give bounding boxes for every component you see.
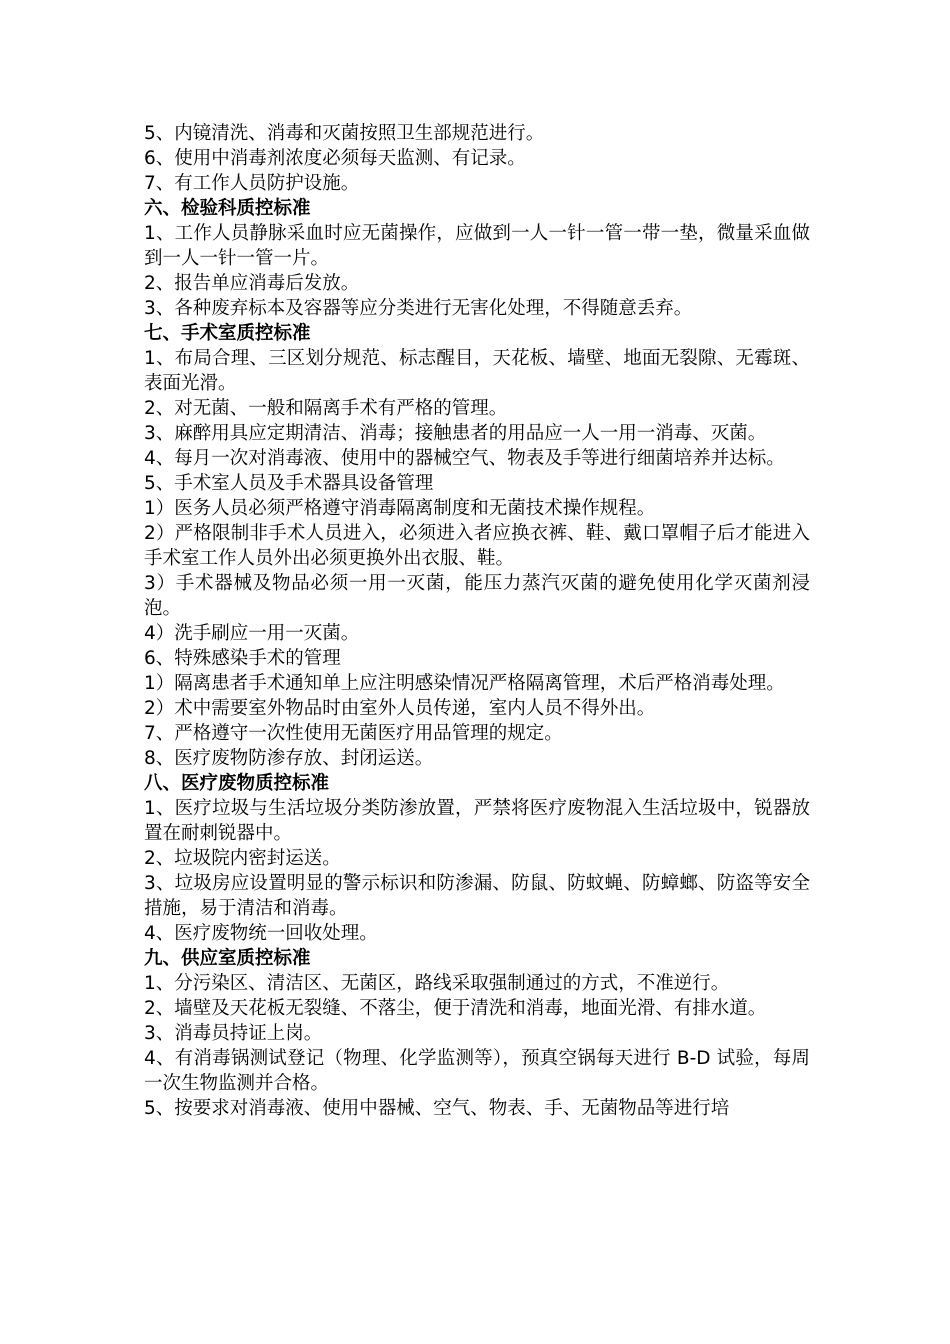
- paragraph: 4、医疗废物统一回收处理。: [144, 923, 378, 944]
- section-heading: 八、医疗废物质控标准: [144, 773, 330, 794]
- paragraph: 5、内镜清洗、消毒和灭菌按照卫生部规范进行。: [144, 123, 545, 144]
- paragraph: 3、麻醉用具应定期清洁、消毒；接触患者的用品应一人一用一消毒、灭菌。: [144, 423, 767, 444]
- paragraph: 3、消毒员持证上岗。: [144, 1023, 323, 1044]
- paragraph: 2）术中需要室外物品时由室外人员传递，室内人员不得外出。: [144, 698, 656, 719]
- paragraph: 6、使用中消毒剂浓度必须每天监测、有记录。: [144, 148, 526, 169]
- document-body: [144, 121, 810, 1121]
- paragraph: 5、手术室人员及手术器具设备管理: [144, 473, 434, 494]
- paragraph: 2、对无菌、一般和隔离手术有严格的管理。: [144, 398, 508, 419]
- paragraph: 1）隔离患者手术通知单上应注明感染情况严格隔离管理，术后严格消毒处理。: [144, 673, 785, 694]
- paragraph: 7、有工作人员防护设施。: [144, 173, 360, 194]
- paragraph: 2、墙壁及天花板无裂缝、不落尘，便于清洗和消毒，地面光滑、有排水道。: [144, 998, 767, 1019]
- paragraph: 3）手术器械及物品必须一用一灭菌，能压力蒸汽灭菌的避免使用化学灭菌剂浸泡。: [144, 573, 810, 619]
- paragraph: 4、有消毒锅测试登记（物理、化学监测等），预真空锅每天进行 B-D 试验，每周一次生物监测并合格。: [144, 1048, 810, 1094]
- paragraph: 7、严格遵守一次性使用无菌医疗用品管理的规定。: [144, 723, 563, 744]
- paragraph: 3、垃圾房应设置明显的警示标识和防渗漏、防鼠、防蚊蝇、防蟑螂、防盗等安全措施，易于清洁和消毒。: [144, 873, 810, 919]
- section-heading: 六、检验科质控标准: [144, 198, 311, 219]
- paragraph: 8、医疗废物防渗存放、封闭运送。: [144, 748, 434, 769]
- paragraph: 2）严格限制非手术人员进入，必须进入者应换衣裤、鞋、戴口罩帽子后才能进入手术室工作人员外出必须更换外出衣服、鞋。: [144, 523, 810, 569]
- paragraph: 1、医疗垃圾与生活垃圾分类防渗放置，严禁将医疗废物混入生活垃圾中，锐器放置在耐刺锐器中。: [144, 798, 810, 844]
- paragraph: 1）医务人员必须严格遵守消毒隔离制度和无菌技术操作规程。: [144, 498, 656, 519]
- section-heading: 七、手术室质控标准: [144, 323, 311, 344]
- paragraph: 6、特殊感染手术的管理: [144, 648, 341, 669]
- paragraph: 2、垃圾院内密封运送。: [144, 848, 341, 869]
- paragraph: 5、按要求对消毒液、使用中器械、空气、物表、手、无菌物品等进行培: [144, 1098, 730, 1119]
- paragraph: 1、工作人员静脉采血时应无菌操作，应做到一人一针一管一带一垫，微量采血做到一人一针一管一片。: [144, 223, 810, 269]
- section-heading: 九、供应室质控标准: [144, 948, 311, 969]
- paragraph: 1、分污染区、清洁区、无菌区，路线采取强制通过的方式，不准逆行。: [144, 973, 730, 994]
- paragraph: 4）洗手刷应一用一灭菌。: [144, 623, 360, 644]
- paragraph: 3、各种废弃标本及容器等应分类进行无害化处理，不得随意丢弃。: [144, 298, 693, 319]
- paragraph: 2、报告单应消毒后发放。: [144, 273, 360, 294]
- paragraph: 4、每月一次对消毒液、使用中的器械空气、物表及手等进行细菌培养并达标。: [144, 448, 785, 469]
- paragraph: 1、布局合理、三区划分规范、标志醒目，天花板、墙壁、地面无裂隙、无霉斑、表面光滑。: [144, 348, 810, 394]
